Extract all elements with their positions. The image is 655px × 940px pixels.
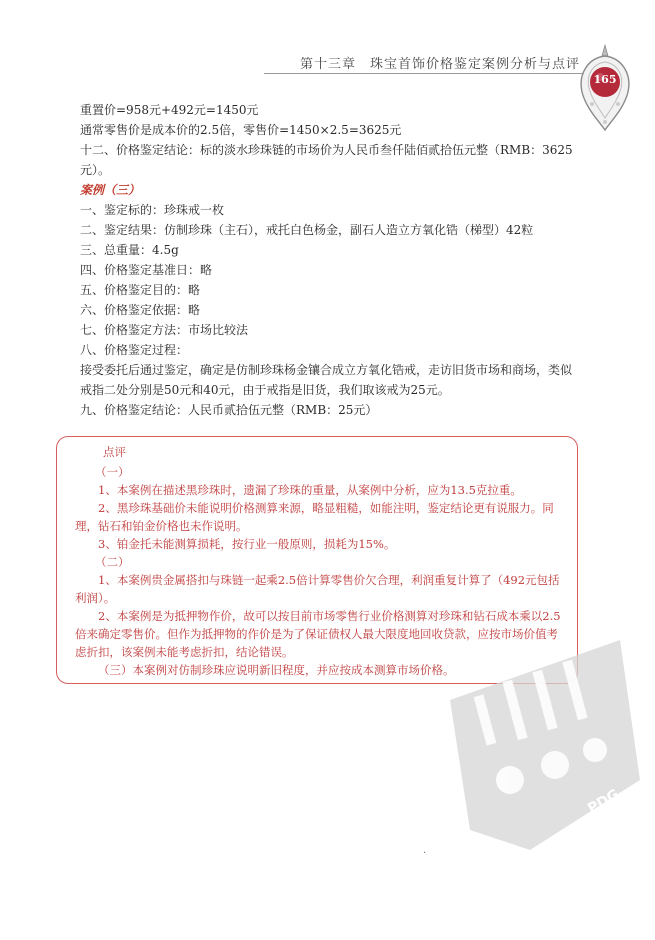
case-line: 五、价格鉴定目的：略	[80, 283, 201, 297]
body-line: 重置价=958元+492元=1450元	[80, 103, 259, 117]
case-line: 二、鉴定结果：仿制珍珠（主石），戒托白色杨金，副石人造立方氧化锆（梯型）42粒	[80, 223, 534, 237]
body-line: 十二、价格鉴定结论：标的淡水珍珠链的市场价为人民币叁仟陆佰贰拾伍元整（RMB：3625元）。	[80, 143, 573, 177]
library-stamp-watermark	[440, 640, 640, 850]
footer-mark: ·	[423, 848, 427, 859]
commentary-item: 2、本案例是为抵押物作价，故可以按目前市场零售行业价格测算对珍珠和钻石成本乘以2.5倍来确定零售价。但作为抵押物的作价是为了保证债权人最大限度地回收贷款，应按市场价值考虑折扣，该案例未能考虑折扣，结论错误。	[75, 609, 561, 659]
case-line: 七、价格鉴定方法：市场比较法	[80, 323, 249, 337]
page-number: 165	[593, 73, 617, 86]
section-label: （一）	[95, 465, 130, 479]
case-line: 一、鉴定标的：珍珠戒一枚	[80, 203, 225, 217]
body-line: 通常零售价是成本价的2.5倍，零售价=1450×2.5=3625元	[80, 123, 402, 137]
case-title: 案例（三）	[80, 183, 141, 197]
commentary-item: 1、本案例在描述黑珍珠时，遗漏了珍珠的重量，从案例中分析，应为13.5克拉重。	[98, 483, 522, 497]
case-line: 六、价格鉴定依据：略	[80, 303, 201, 317]
chapter-title: 第十三章 珠宝首饰价格鉴定案例分析与点评	[300, 57, 581, 72]
commentary-item: 3、铂金托未能测算损耗，按行业一般原则，损耗为15%。	[98, 537, 396, 551]
case-line: 三、总重量：4.5g	[80, 243, 179, 257]
stamp-text: PDG	[585, 786, 623, 818]
section-label: （二）	[95, 555, 130, 569]
conclusion: 九、价格鉴定结论：人民币贰拾伍元整（RMB：25元）	[80, 403, 378, 417]
commentary-item: 1、本案例贵金属搭扣与珠链一起乘2.5倍计算零售价欠合理，利润重复计算了（492元包括利润）。	[75, 573, 560, 605]
commentary-item: 2、黑珍珠基础价未能说明价格测算来源，略显粗糙，如能注明，鉴定结论更有说服力。同理，钻石和铂金价格也未作说明。	[75, 501, 554, 533]
header-rule	[264, 73, 586, 74]
case-line: 四、价格鉴定基准日：略	[80, 263, 213, 277]
process-paragraph: 接受委托后通过鉴定，确定是仿制珍珠杨金镶合成立方氧化锆戒，走访旧货市场和商场，类似戒指二处分别是50元和40元，由于戒指是旧货，我们取该戒为25元。	[80, 363, 573, 397]
body-text	[80, 100, 580, 420]
commentary-item: （三）本案例对仿制珍珠应说明新旧程度，并应按成本测算市场价格。	[98, 663, 455, 677]
case-line: 八、价格鉴定过程：	[80, 343, 189, 357]
commentary-title: 点评	[103, 445, 126, 459]
